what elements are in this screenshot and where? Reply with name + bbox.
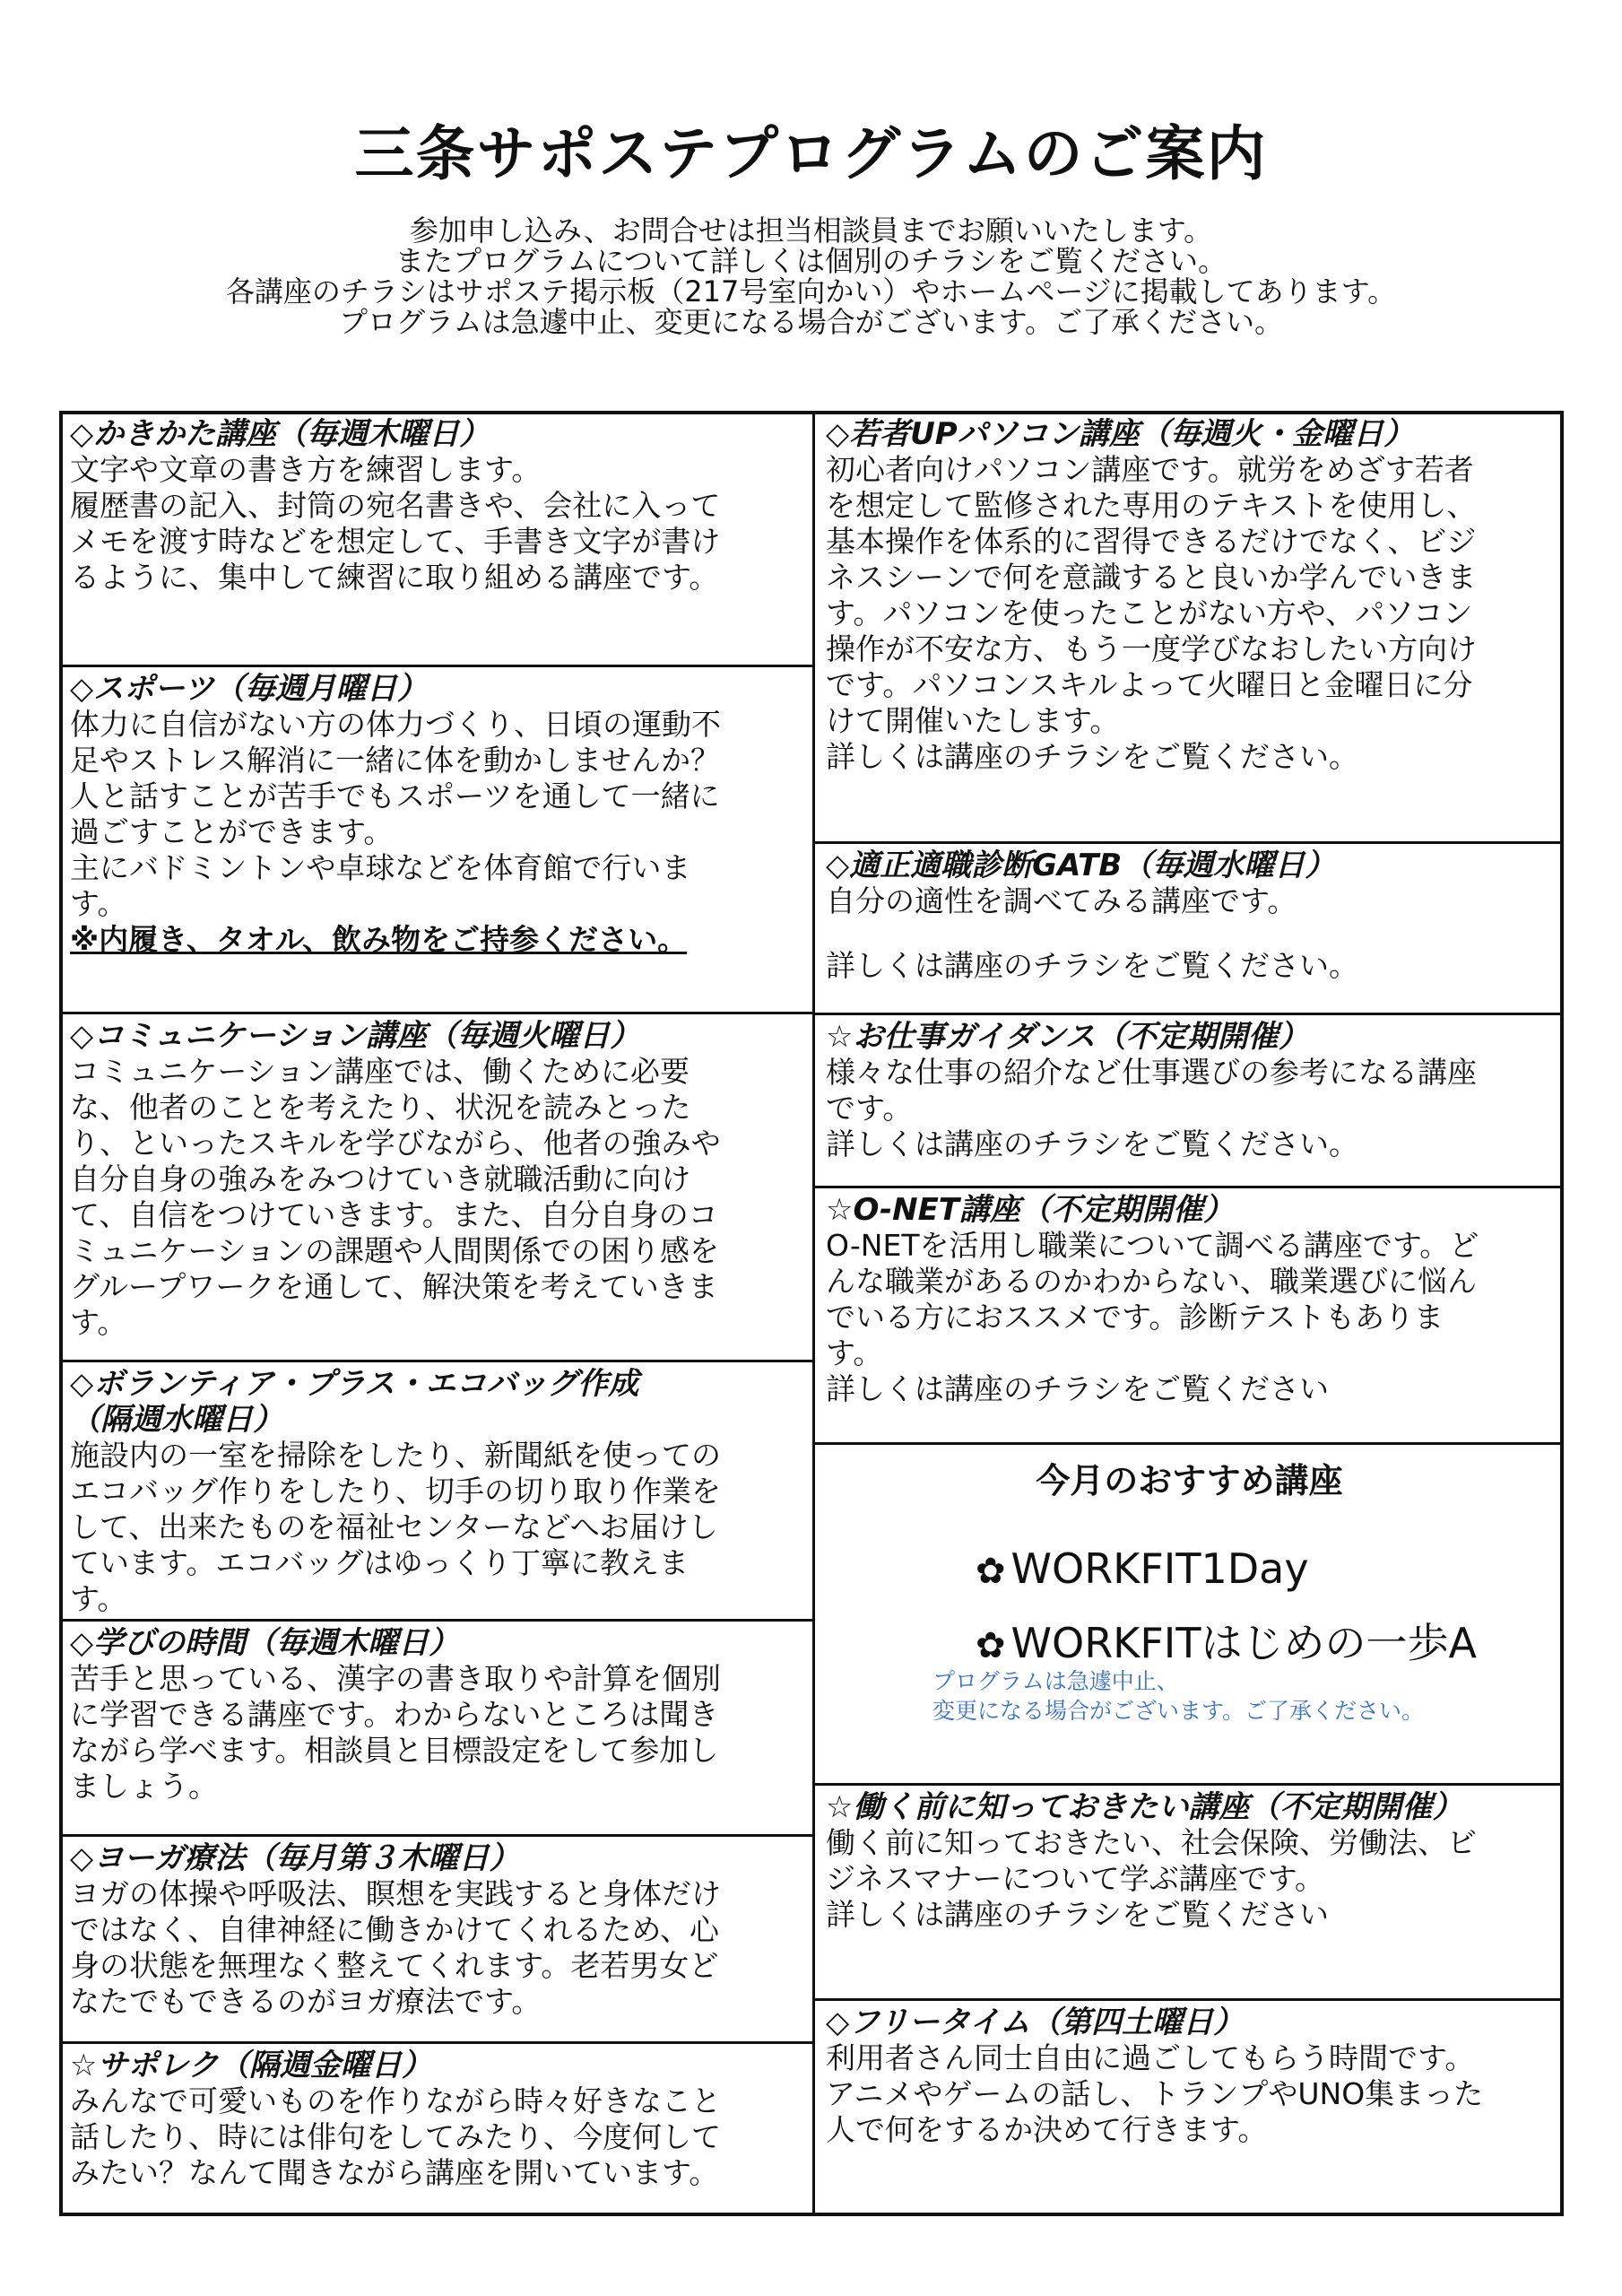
course-text: です。	[826, 1091, 913, 1126]
course-title: ☆サポレク（隔週金曜日）	[70, 2048, 432, 2083]
course-gatb	[815, 844, 1564, 1013]
course-text: アニメやゲームの話し、トランプやUNO集まった	[826, 2076, 1484, 2111]
course-text: ミュニケーションの課題や人間関係での困り感を	[70, 1233, 720, 1268]
course-title: ◇かきかた講座（毎週木曜日）	[70, 416, 490, 452]
course-text: でいる方におススメです。診断テストもありま	[826, 1300, 1444, 1335]
course-text: 足やストレス解消に一緒に体を動かしませんか？	[70, 743, 721, 778]
course-text: 施設内の一室を掃除をしたり、新聞紙を使っての	[70, 1438, 721, 1473]
course-note: ※内履き、タオル、飲み物をご持参ください。	[70, 922, 688, 957]
course-title: ◇学びの時間（毎週木曜日）	[70, 1625, 460, 1661]
course-text: 過ごすことができます。	[70, 814, 394, 849]
course-text: ヨガの体操や呼吸法、瞑想を実践すると身体だけ	[70, 1876, 721, 1911]
course-yoga	[59, 1837, 814, 2041]
course-onet	[815, 1188, 1564, 1442]
course-text: 様々な仕事の紹介など仕事選びの参考になる講座	[826, 1055, 1477, 1090]
course-text: 主にバドミントンや卓球などを体育館で行いま	[70, 850, 691, 885]
course-text: みたい？なんて聞きながら講座を開いています。	[70, 2155, 719, 2190]
intro-line: またプログラムについて詳しくは個別のチラシをご覧ください。	[395, 244, 1227, 278]
course-title: ◇ヨーガ療法（毎月第３木曜日）	[70, 1840, 520, 1876]
course-text: を想定して監修された専用のテキストを使用し、	[826, 488, 1477, 523]
course-text: 話したり、時には俳句をしてみたり、今度何して	[70, 2119, 721, 2154]
course-title: ◇フリータイム（第四土曜日）	[826, 2005, 1245, 2040]
course-title-schedule: （隔週水曜日）	[70, 1402, 283, 1438]
flower-icon: ✿	[976, 1625, 1006, 1666]
course-text: ではなく、自律神経に働きかけてくれるため、心	[70, 1912, 720, 1947]
course-text: ています。エコバッグはゆっくり丁寧に教えま	[70, 1545, 690, 1580]
course-text: ネスシーンで何を意識すると良いか学んでいきま	[826, 560, 1477, 595]
course-freetime	[815, 2001, 1564, 2213]
course-title: ◇コミュニケーション講座（毎週火曜日）	[70, 1018, 641, 1054]
course-text: グループワークを通して、解決策を考えていきま	[70, 1269, 718, 1304]
course-text: に学習できる講座です。わからないところは聞き	[70, 1697, 719, 1732]
course-pc	[815, 413, 1564, 841]
course-text: 身の状態を無理なく整えてくれます。老若男女ど	[70, 1948, 719, 1983]
course-text: 基本操作を体系的に習得できるだけでなく、ビジ	[826, 524, 1477, 559]
course-text: な、他者のことを考えたり、状況を読みとった	[70, 1090, 691, 1125]
course-text: り、といったスキルを学びながら、他者の強みや	[70, 1126, 721, 1161]
course-text: 文字や文章の書き方を練習します。	[70, 452, 542, 487]
course-title: ◇若者UPパソコン講座（毎週火・金曜日）	[826, 416, 1414, 452]
course-text: るように、集中して練習に取り組める講座です。	[70, 560, 719, 595]
recommend-note	[932, 1666, 1424, 1726]
course-title: ◇適正適職診断GATB（毎週水曜日）	[826, 848, 1336, 883]
course-text: 働く前に知っておきたい、社会保険、労働法、ビ	[826, 1825, 1477, 1860]
course-text: みんなで可愛いものを作りながら時々好きなこと	[70, 2083, 721, 2118]
course-text: んな職業があるのかわからない、職業選びに悩ん	[826, 1264, 1477, 1299]
page-title: 三条サポステプログラムのご案内	[354, 119, 1268, 188]
course-text: 詳しくは講座のチラシをご覧ください	[826, 1897, 1329, 1932]
recommend-item	[976, 1611, 1477, 1670]
course-guidance	[815, 1015, 1564, 1186]
intro-line: プログラムは急遽中止、変更になる場合がございます。ご了承ください。	[338, 305, 1284, 339]
course-text: す。	[70, 1581, 127, 1616]
course-text: 苦手と思っている、漢字の書き取りや計算を個別	[70, 1661, 721, 1696]
course-text: けて開催いたします。	[826, 703, 1120, 738]
course-title: ◇スポーツ（毎週月曜日）	[70, 671, 428, 707]
course-text: 詳しくは講座のチラシをご覧ください。	[826, 948, 1358, 983]
course-text: す。	[70, 886, 127, 921]
course-text: 詳しくは講座のチラシをご覧ください	[826, 1371, 1329, 1406]
recommend-item	[976, 1544, 1309, 1593]
course-text: 履歴書の記入、封筒の宛名書きや、会社に入って	[70, 488, 721, 523]
course-text: て、自信をつけていきます。また、自分自身のコ	[70, 1197, 718, 1232]
intro-line: 各講座のチラシはサポステ掲示板（217号室向かい）やホームページに掲載してあります。	[225, 274, 1397, 309]
divider	[812, 1442, 1564, 1445]
course-communication	[59, 1014, 814, 1360]
course-title: ☆お仕事ガイダンス（不定期開催）	[826, 1019, 1309, 1055]
course-text: エコバッグ作りをしたり、切手の切り取り作業を	[70, 1474, 721, 1509]
course-volunteer	[59, 1362, 814, 1619]
recommend-item-label: WORKFIT1Day	[1010, 1544, 1309, 1593]
course-text: 自分の適性を調べてみる講座です。	[826, 883, 1297, 918]
course-text: 体力に自信がない方の体力づくり、日頃の運動不	[70, 707, 721, 742]
course-text: す。	[826, 1335, 883, 1370]
course-text: 詳しくは講座のチラシをご覧ください。	[826, 1126, 1358, 1161]
course-text: 初心者向けパソコン講座です。就労をめざす若者	[826, 452, 1474, 487]
intro-text	[0, 215, 1622, 337]
course-title: ☆働く前に知っておきたい講座（不定期開催）	[826, 1789, 1463, 1825]
course-text: ジネスマナーについて学ぶ講座です。	[826, 1861, 1325, 1896]
course-text: O-NETを活用し職業について調べる講座です。ど	[826, 1228, 1479, 1263]
recommend-item-label: WORKFITはじめの一歩A	[1010, 1619, 1477, 1667]
course-text: 人で何をするか決めて行きます。	[826, 2112, 1268, 2147]
course-kakikata	[59, 413, 814, 665]
course-text: なたでもできるのがヨガ療法です。	[70, 1984, 542, 2019]
course-text: 自分自身の強みをみつけていき就職活動に向け	[70, 1161, 691, 1196]
course-text: です。パソコンスキルよって火曜日と金曜日に分	[826, 667, 1473, 702]
intro-line: 参加申し込み、お問合せは担当相談員までお願いいたします。	[409, 213, 1213, 248]
course-text: 人と話すことが苦手でもスポーツを通して一緒に	[70, 778, 720, 813]
course-text: ましょう。	[70, 1769, 218, 1804]
course-sports	[59, 667, 814, 1012]
flower-icon: ✿	[976, 1551, 1006, 1592]
recommend-note-line: プログラムは急遽中止、	[932, 1668, 1179, 1694]
course-text: す。	[70, 1305, 127, 1340]
course-title: ◇ボランティア・プラス・エコバッグ作成	[70, 1366, 639, 1402]
course-text: メモを渡す時などを想定して、手書き文字が書け	[70, 524, 721, 559]
course-text: して、出来たものを福祉センターなどへお届けし	[70, 1509, 718, 1544]
course-hataraku	[815, 1786, 1564, 1998]
course-text: 操作が不安な方、もう一度学びなおしたい方向け	[826, 631, 1477, 666]
recommend-note-line: 変更になる場合がございます。ご了承ください。	[932, 1698, 1425, 1724]
course-saporeku	[59, 2044, 814, 2213]
course-text: 利用者さん同士自由に過ごしてもらう時間です。	[826, 2040, 1475, 2075]
course-title: ☆O-NET講座（不定期開催）	[826, 1192, 1234, 1228]
course-text: す。パソコンを使ったことがない方や、パソコン	[826, 596, 1473, 631]
course-text: ながら学べます。相談員と目標設定をして参加し	[70, 1733, 719, 1768]
course-text: コミュニケーション講座では、働くために必要	[70, 1054, 690, 1089]
course-text: 詳しくは講座のチラシをご覧ください。	[826, 739, 1358, 774]
recommend-title: 今月のおすすめ講座	[1036, 1461, 1343, 1500]
course-manabi	[59, 1622, 814, 1834]
